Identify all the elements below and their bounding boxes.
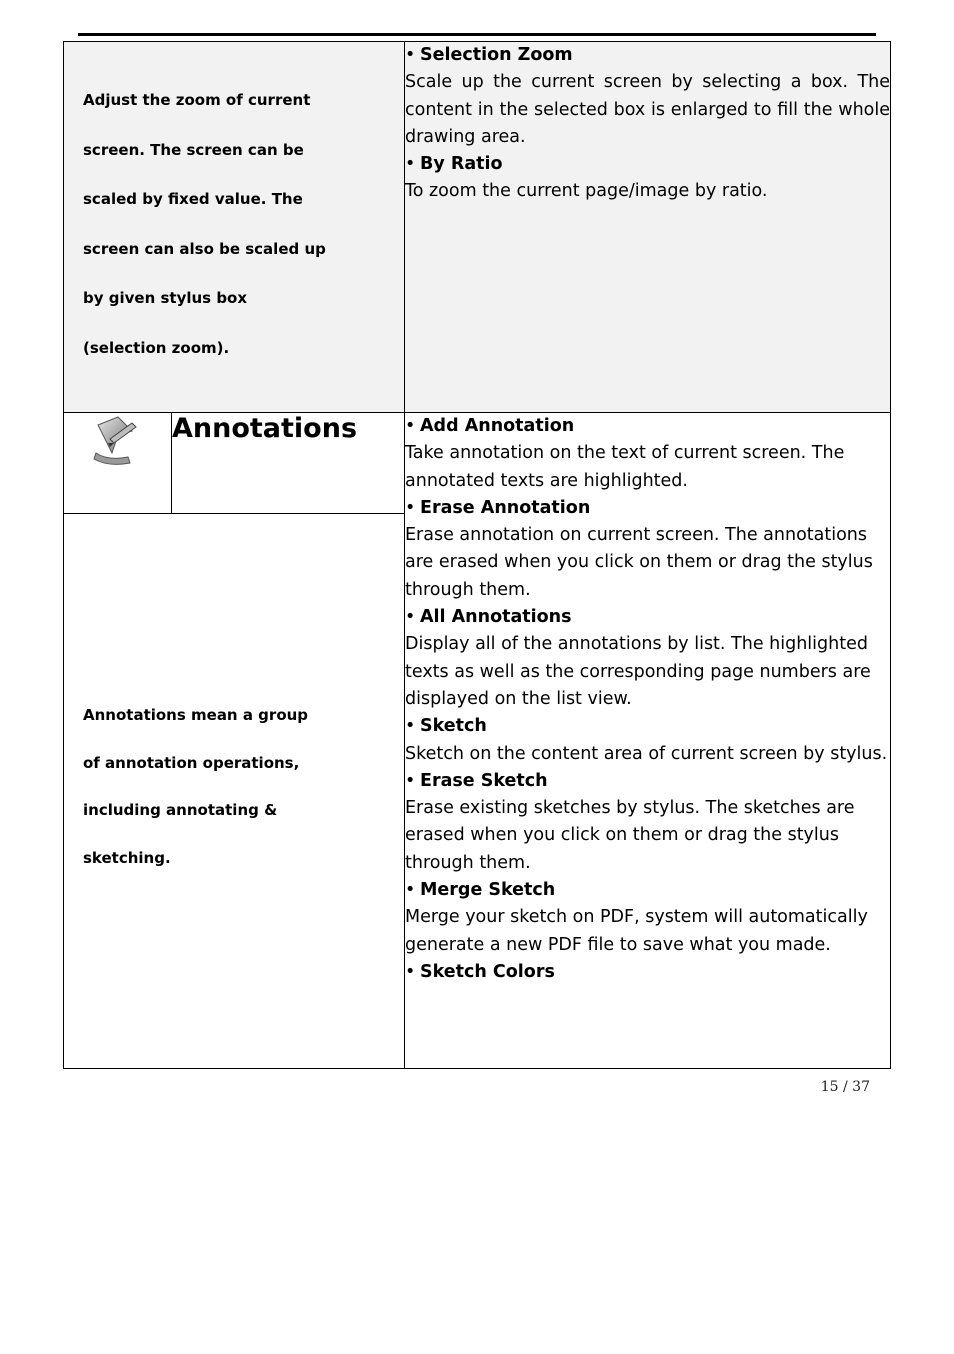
- annotations-description-cell: [64, 514, 405, 1069]
- item-text: To zoom the current page/image by ratio.: [405, 181, 768, 202]
- item-title: • By Ratio: [405, 154, 503, 175]
- item-text: Erase existing sketches by stylus. The sketches are erased when you click on them or drag the stylus through them.: [405, 798, 855, 873]
- item-title: • Merge Sketch: [405, 880, 556, 901]
- zoom-items-cell: [405, 42, 891, 413]
- item-title: • Add Annotation: [405, 416, 575, 436]
- item-text: Merge your sketch on PDF, system will automatically generate a new PDF file to save what you made.: [405, 907, 868, 955]
- item-title: • Erase Annotation: [405, 497, 591, 518]
- annotations-items-cell: [405, 413, 891, 1069]
- item-text: Display all of the annotations by list. The highlighted texts as well as the corresponding page numbers are displayed on the list view.: [405, 634, 871, 709]
- annotations-description: Annotations mean a group of annotation operations, including annotating & sketching.: [83, 706, 309, 867]
- page-number: 15 / 37: [820, 1079, 870, 1095]
- annotations-title: Annotations: [172, 413, 405, 514]
- item-text: Take annotation on the text of current screen. The annotated texts are highlighted.: [405, 443, 845, 491]
- item-title: • All Annotations: [405, 607, 572, 628]
- item-title: • Erase Sketch: [405, 770, 548, 791]
- item-title: • Sketch: [405, 716, 487, 737]
- item-title: • Sketch Colors: [405, 961, 555, 982]
- header-rule: [78, 33, 876, 36]
- annotation-pen-icon: [88, 413, 148, 473]
- item-text: Erase annotation on current screen. The annotations are erased when you click on them or drag the stylus through them.: [405, 525, 873, 600]
- item-title: • Selection Zoom: [405, 45, 573, 65]
- item-text: Scale up the current screen by selecting a box. The content in the selected box is enlarged to fill the whole drawing area.: [405, 72, 890, 147]
- item-text: Sketch on the content area of current screen by stylus.: [405, 743, 888, 764]
- zoom-description: Adjust the zoom of current screen. The screen can be scaled by fixed value. The screen can also be scaled up by given stylus box (selection zoom).: [83, 91, 326, 357]
- zoom-description-cell: [64, 42, 405, 413]
- annotations-header-row: [64, 413, 891, 514]
- zoom-row: [64, 42, 891, 413]
- feature-table: [63, 41, 891, 1069]
- annotations-icon-cell: [64, 413, 172, 514]
